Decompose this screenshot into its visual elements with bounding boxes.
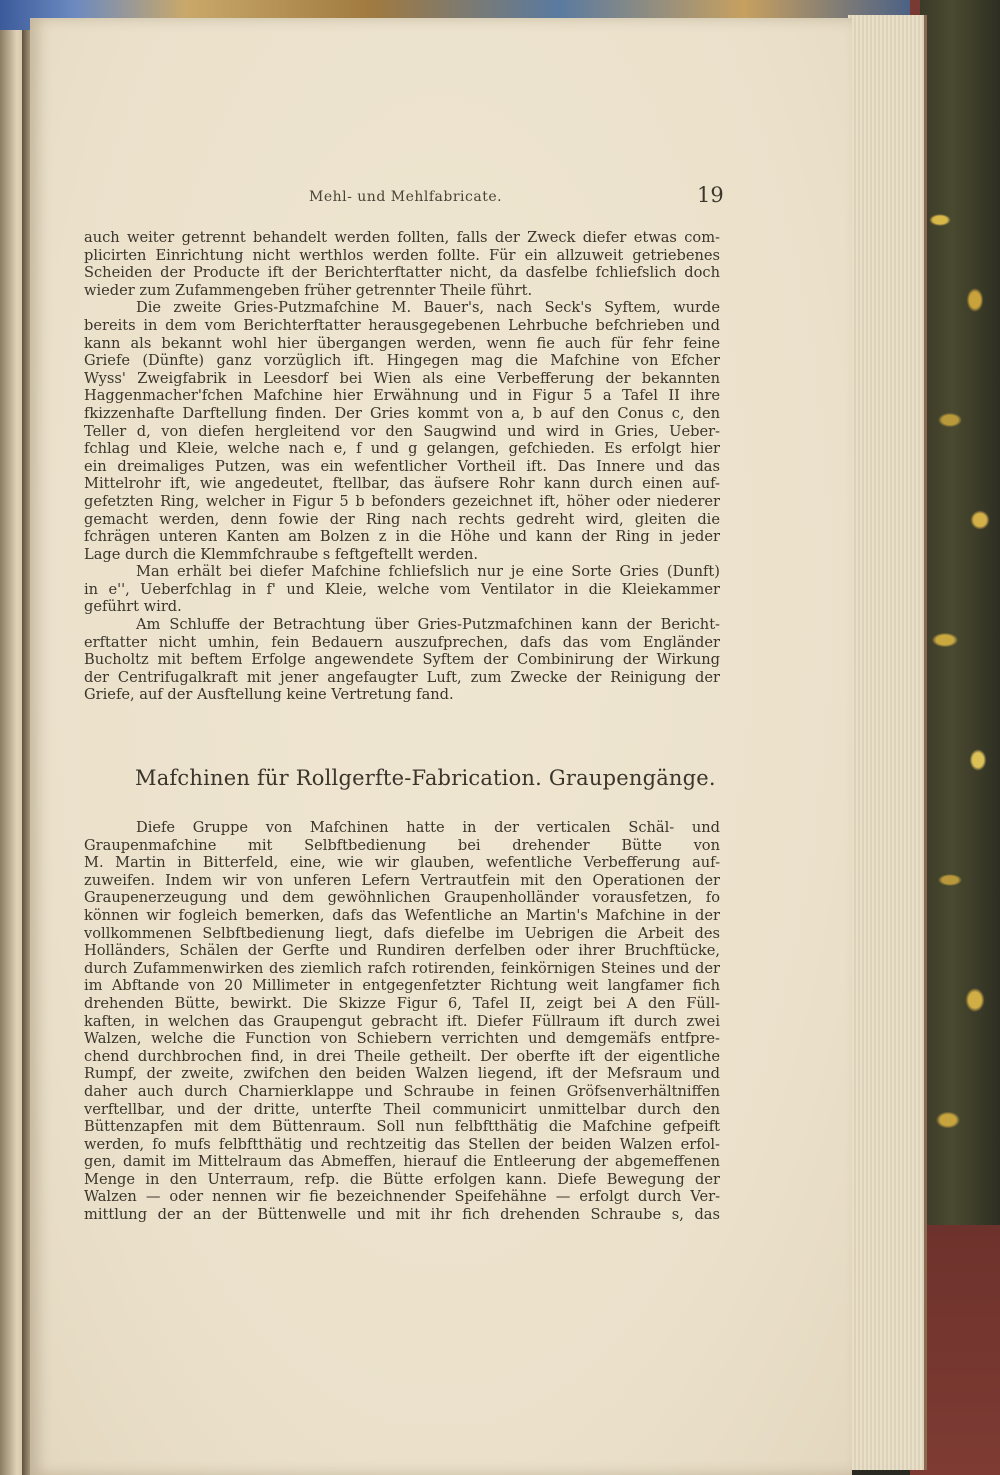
text-line: M. Martin in Bitterfeld, eine, wie wir glauben, wefentliche Verbefferung auf- [84, 854, 720, 872]
text-line: fkizzenhafte Darftellung finden. Der Gries kommt von a, b auf den Conus c, den [84, 404, 720, 422]
text-line: zuweifen. Indem wir von unferen Lefern Vertrautfein mit den Operationen der [84, 871, 720, 889]
text-line: kann als bekannt wohl hier übergangen werden, wenn fie auch für fehr feine [84, 334, 720, 352]
text-line: Holländers, Schälen der Gerfte und Rundiren derfelben oder ihrer Bruchftücke, [84, 942, 720, 960]
text-line: Die zweite Gries-Putzmafchine M. Bauer's, nach Seck's Syftem, wurde [136, 299, 720, 317]
text-line: Büttenzapfen mit dem Büttenraum. Soll nun felbftthätig die Mafchine gefpeift [84, 1118, 720, 1136]
text-line: Walzen, welche die Function von Schiebern verrichten und demgemäfs entfpre- [84, 1030, 720, 1048]
text-line: fchrägen unteren Kanten am Bolzen z in die Höhe und kann der Ring in jeder [84, 528, 720, 546]
text-line: Haggenmacher'fchen Mafchine hier Erwähnung und in Figur 5 a Tafel II ihre [84, 387, 720, 405]
text-line: gemacht werden, denn fowie der Ring nach rechts gedreht wird, gleiten die [84, 510, 720, 528]
text-line: plicirten Einrichtung nicht werthlos werden follte. Für ein allzuweit getriebenes [84, 246, 720, 264]
text-line: in e'', Ueberfchlag in f' und Kleie, welche vom Ventilator in die Kleiekammer [84, 580, 720, 598]
text-line: im Abftande von 20 Millimeter in entgegenfetzter Richtung weit langfamer fich [84, 977, 720, 995]
text-line: durch Zufammenwirken des ziemlich rafch rotirenden, feinkörnigen Steines und der [84, 959, 720, 977]
text-line: fchlag und Kleie, welche nach e, f und g gelangen, gefchieden. Es erfolgt hier [84, 440, 720, 458]
text-line: Griefe (Dünfte) ganz vorzüglich ift. Hingegen mag die Mafchine von Efcher [84, 352, 720, 370]
text-line: chend durchbrochen find, in drei Theile getheilt. Der oberfte ift der eigentliche [84, 1047, 720, 1065]
text-line: Mittelrohr ift, wie angedeutet, ftellbar, das äufsere Rohr kann durch einen auf- [84, 475, 720, 493]
text-line: Menge in den Unterraum, refp. die Bütte erfolgen kann. Diefe Bewegung der [84, 1170, 720, 1188]
page-number: 19 [697, 183, 724, 207]
text-line: ein dreimaliges Putzen, was ein wefentlicher Vortheil ift. Das Innere und das [84, 457, 720, 475]
text-line: verftellbar, und der dritte, unterfte Theil communicirt unmittelbar durch den [84, 1100, 720, 1118]
text-line: auch weiter getrennt behandelt werden follten, falls der Zweck diefer etwas com- [84, 229, 720, 246]
text-line: kaften, in welchen das Graupengut gebracht ift. Diefer Füllraum ift durch zwei [84, 1012, 720, 1030]
text-line: Wyss' Zweigfabrik in Leesdorf bei Wien als eine Verbefferung der bekannten [84, 369, 720, 387]
text-line: mittlung der an der Büttenwelle und mit ihr fich drehenden Schraube s, das [84, 1206, 720, 1224]
text-line: Scheiden der Producte ift der Berichterftatter nicht, da dasfelbe fchliefslich doch [84, 264, 720, 282]
body-text-section-2 [84, 819, 720, 1224]
text-line: erftatter nicht umhin, fein Bedauern auszufprechen, dafs das vom Engländer [84, 633, 720, 651]
text-line: Diefe Gruppe von Mafchinen hatte in der verticalen Schäl- und [136, 819, 720, 836]
text-line: Graupenerzeugung und dem gewöhnlichen Graupenholländer vorausfetzen, fo [84, 889, 720, 907]
text-line: Graupenmafchine mit Selbftbedienung bei drehender Bütte von [84, 836, 720, 854]
text-line: Am Schluffe der Betrachtung über Gries-Putzmafchinen kann der Bericht- [136, 616, 720, 634]
text-line: wieder zum Zufammengeben früher getrennter Theile führt. [84, 281, 533, 299]
text-line: können wir fogleich bemerken, dafs das Wefentliche an Martin's Mafchine in der [84, 906, 720, 924]
section-heading: Mafchinen für Rollgerfte-Fabrication. Graupengänge. [135, 766, 716, 790]
text-line: Teller d, von diefen hergleitend vor den Saugwind und wird in Gries, Ueber- [84, 422, 720, 440]
text-line: geführt wird. [84, 598, 182, 616]
text-line: Lage durch die Klemmfchraube s feftgeftellt werden. [84, 545, 479, 563]
running-head-title: Mehl- und Mehlfabricate. [309, 189, 503, 205]
page-stack-edges [848, 15, 927, 1470]
text-line: drehenden Bütte, bewirkt. Die Skizze Figur 6, Tafel II, zeigt bei A den Füll- [84, 994, 720, 1012]
body-text-section-1 [84, 229, 720, 704]
text-line: der Centrifugalkraft mit jener angefaugter Luft, zum Zwecke der Reinigung der [84, 668, 720, 686]
text-line: Griefe, auf der Ausftellung keine Vertretung fand. [84, 686, 454, 704]
text-line: Walzen — oder nennen wir fie bezeichnender Speifehähne — erfolgt durch Ver- [84, 1188, 720, 1206]
text-line: Bucholtz mit beftem Erfolge angewendete Syftem der Combinirung der Wirkung [84, 651, 720, 669]
text-line: gefetzten Ring, welcher in Figur 5 b befonders gezeichnet ift, höher oder niederer [84, 492, 720, 510]
text-line: werden, fo mufs felbftthätig und rechtzeitig das Stellen der beiden Walzen erfol- [84, 1135, 720, 1153]
text-line: Man erhält bei diefer Mafchine fchliefslich nur je eine Sorte Gries (Dunft) [136, 563, 720, 581]
running-head [0, 183, 1000, 213]
text-line: gen, damit im Mittelraum das Abmeffen, hierauf die Entleerung der abgemeffenen [84, 1153, 720, 1171]
text-line: daher auch durch Charnierklappe und Schraube in feinen Gröfsenverhältniffen [84, 1082, 720, 1100]
text-line: vollkommenen Selbftbedienung liegt, dafs diefelbe im Uebrigen die Arbeit des [84, 924, 720, 942]
text-line: bereits in dem vom Berichterftatter herausgegebenen Lehrbuche befchrieben und [84, 316, 720, 334]
text-line: Rumpf, der zweite, zwifchen den beiden Walzen liegend, ift der Mefsraum und [84, 1065, 720, 1083]
